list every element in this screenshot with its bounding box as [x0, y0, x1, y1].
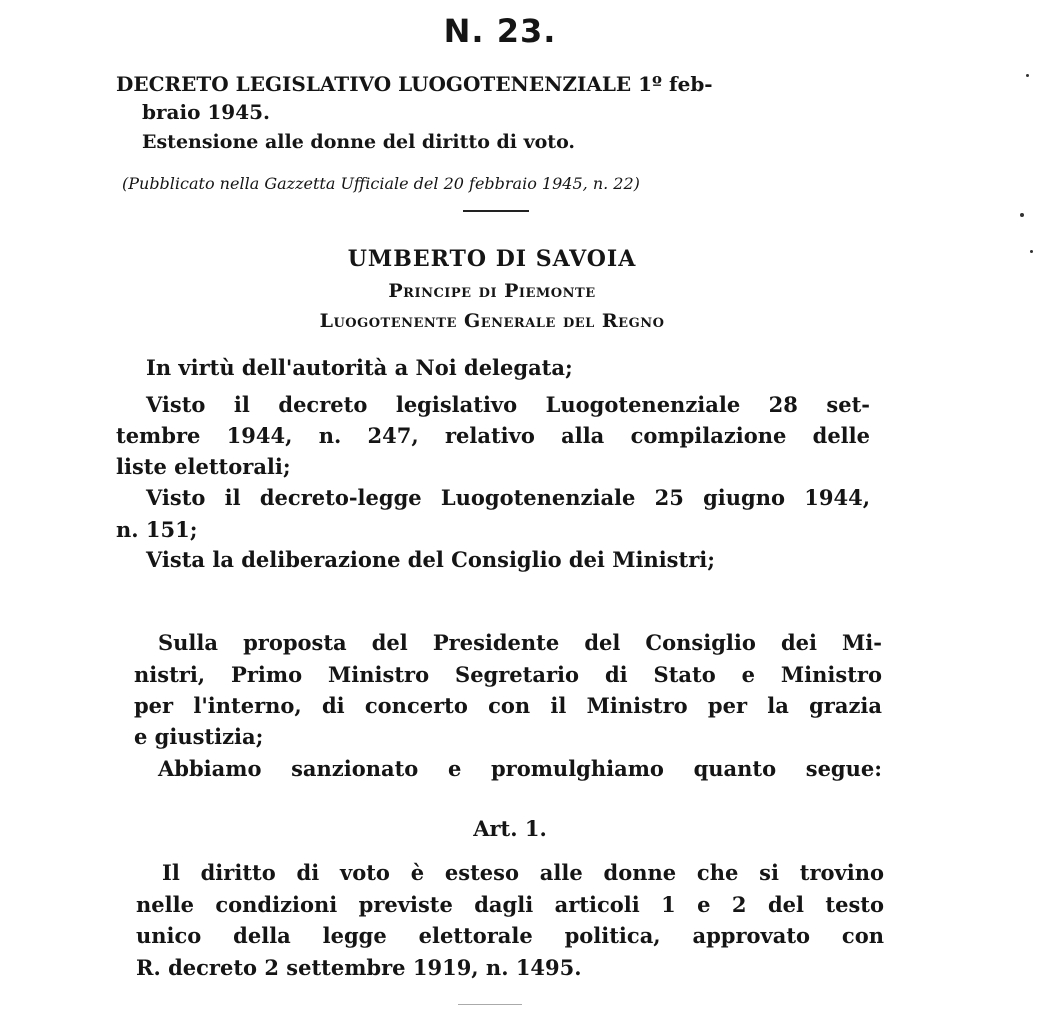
article-line-3: unico della legge elettorale politica, approvato con — [136, 923, 884, 948]
preamble-line-2: Visto il decreto legislativo Luogotenenziale 28 set- — [146, 392, 870, 417]
preamble-line-1: In virtù dell'autorità a Noi delegata; — [146, 355, 573, 380]
publication-note: (Pubblicato nella Gazzetta Ufficiale del 20 febbraio 1945, n. 22) — [122, 174, 640, 193]
decree-subject: Estensione alle donne del diritto di voto. — [142, 131, 576, 153]
preamble-line-3: tembre 1944, n. 247, relativo alla compilazione delle — [116, 423, 870, 448]
article-line-2: nelle condizioni previste dagli articoli 1 e 2 del testo — [136, 892, 884, 917]
article-heading: Art. 1. — [473, 816, 547, 841]
decree-title-line2: braio 1945. — [142, 100, 271, 124]
decree-title-line1: DECRETO LEGISLATIVO LUOGOTENENZIALE 1º feb- — [116, 72, 713, 96]
proposal-line-2: nistri, Primo Ministro Segretario di Stato e Ministro — [134, 662, 882, 687]
scan-speck — [1020, 213, 1024, 217]
proposal-line-3: per l'interno, di concerto con il Ministro per la grazia — [134, 693, 882, 718]
preamble-line-6: n. 151; — [116, 517, 198, 542]
scan-speck — [1026, 74, 1029, 77]
proposal-line-1: Sulla proposta del Presidente del Consiglio dei Mi- — [158, 630, 882, 655]
proposal-line-5: Abbiamo sanzionato e promulghiamo quanto segue: — [158, 756, 882, 781]
preamble-line-4: liste elettorali; — [116, 454, 291, 479]
scan-speck — [1030, 250, 1033, 253]
issuer-title-2: Luogotenente Generale del Regno — [319, 310, 665, 332]
decree-number: N. 23. — [443, 12, 557, 50]
preamble-line-5: Visto il decreto-legge Luogotenenziale 25 giugno 1944, — [146, 485, 870, 510]
article-line-1: Il diritto di voto è esteso alle donne che si trovino — [162, 860, 884, 885]
proposal-line-4: e giustizia; — [134, 724, 264, 749]
preamble-line-7: Vista la deliberazione del Consiglio dei Ministri; — [146, 547, 715, 572]
issuer-title-1: Principe di Piemonte — [388, 280, 596, 302]
article-line-4: R. decreto 2 settembre 1919, n. 1495. — [136, 955, 582, 980]
bottom-rule — [458, 1004, 522, 1005]
issuer-name: UMBERTO DI SAVOIA — [347, 246, 637, 272]
separator-rule — [463, 210, 529, 212]
